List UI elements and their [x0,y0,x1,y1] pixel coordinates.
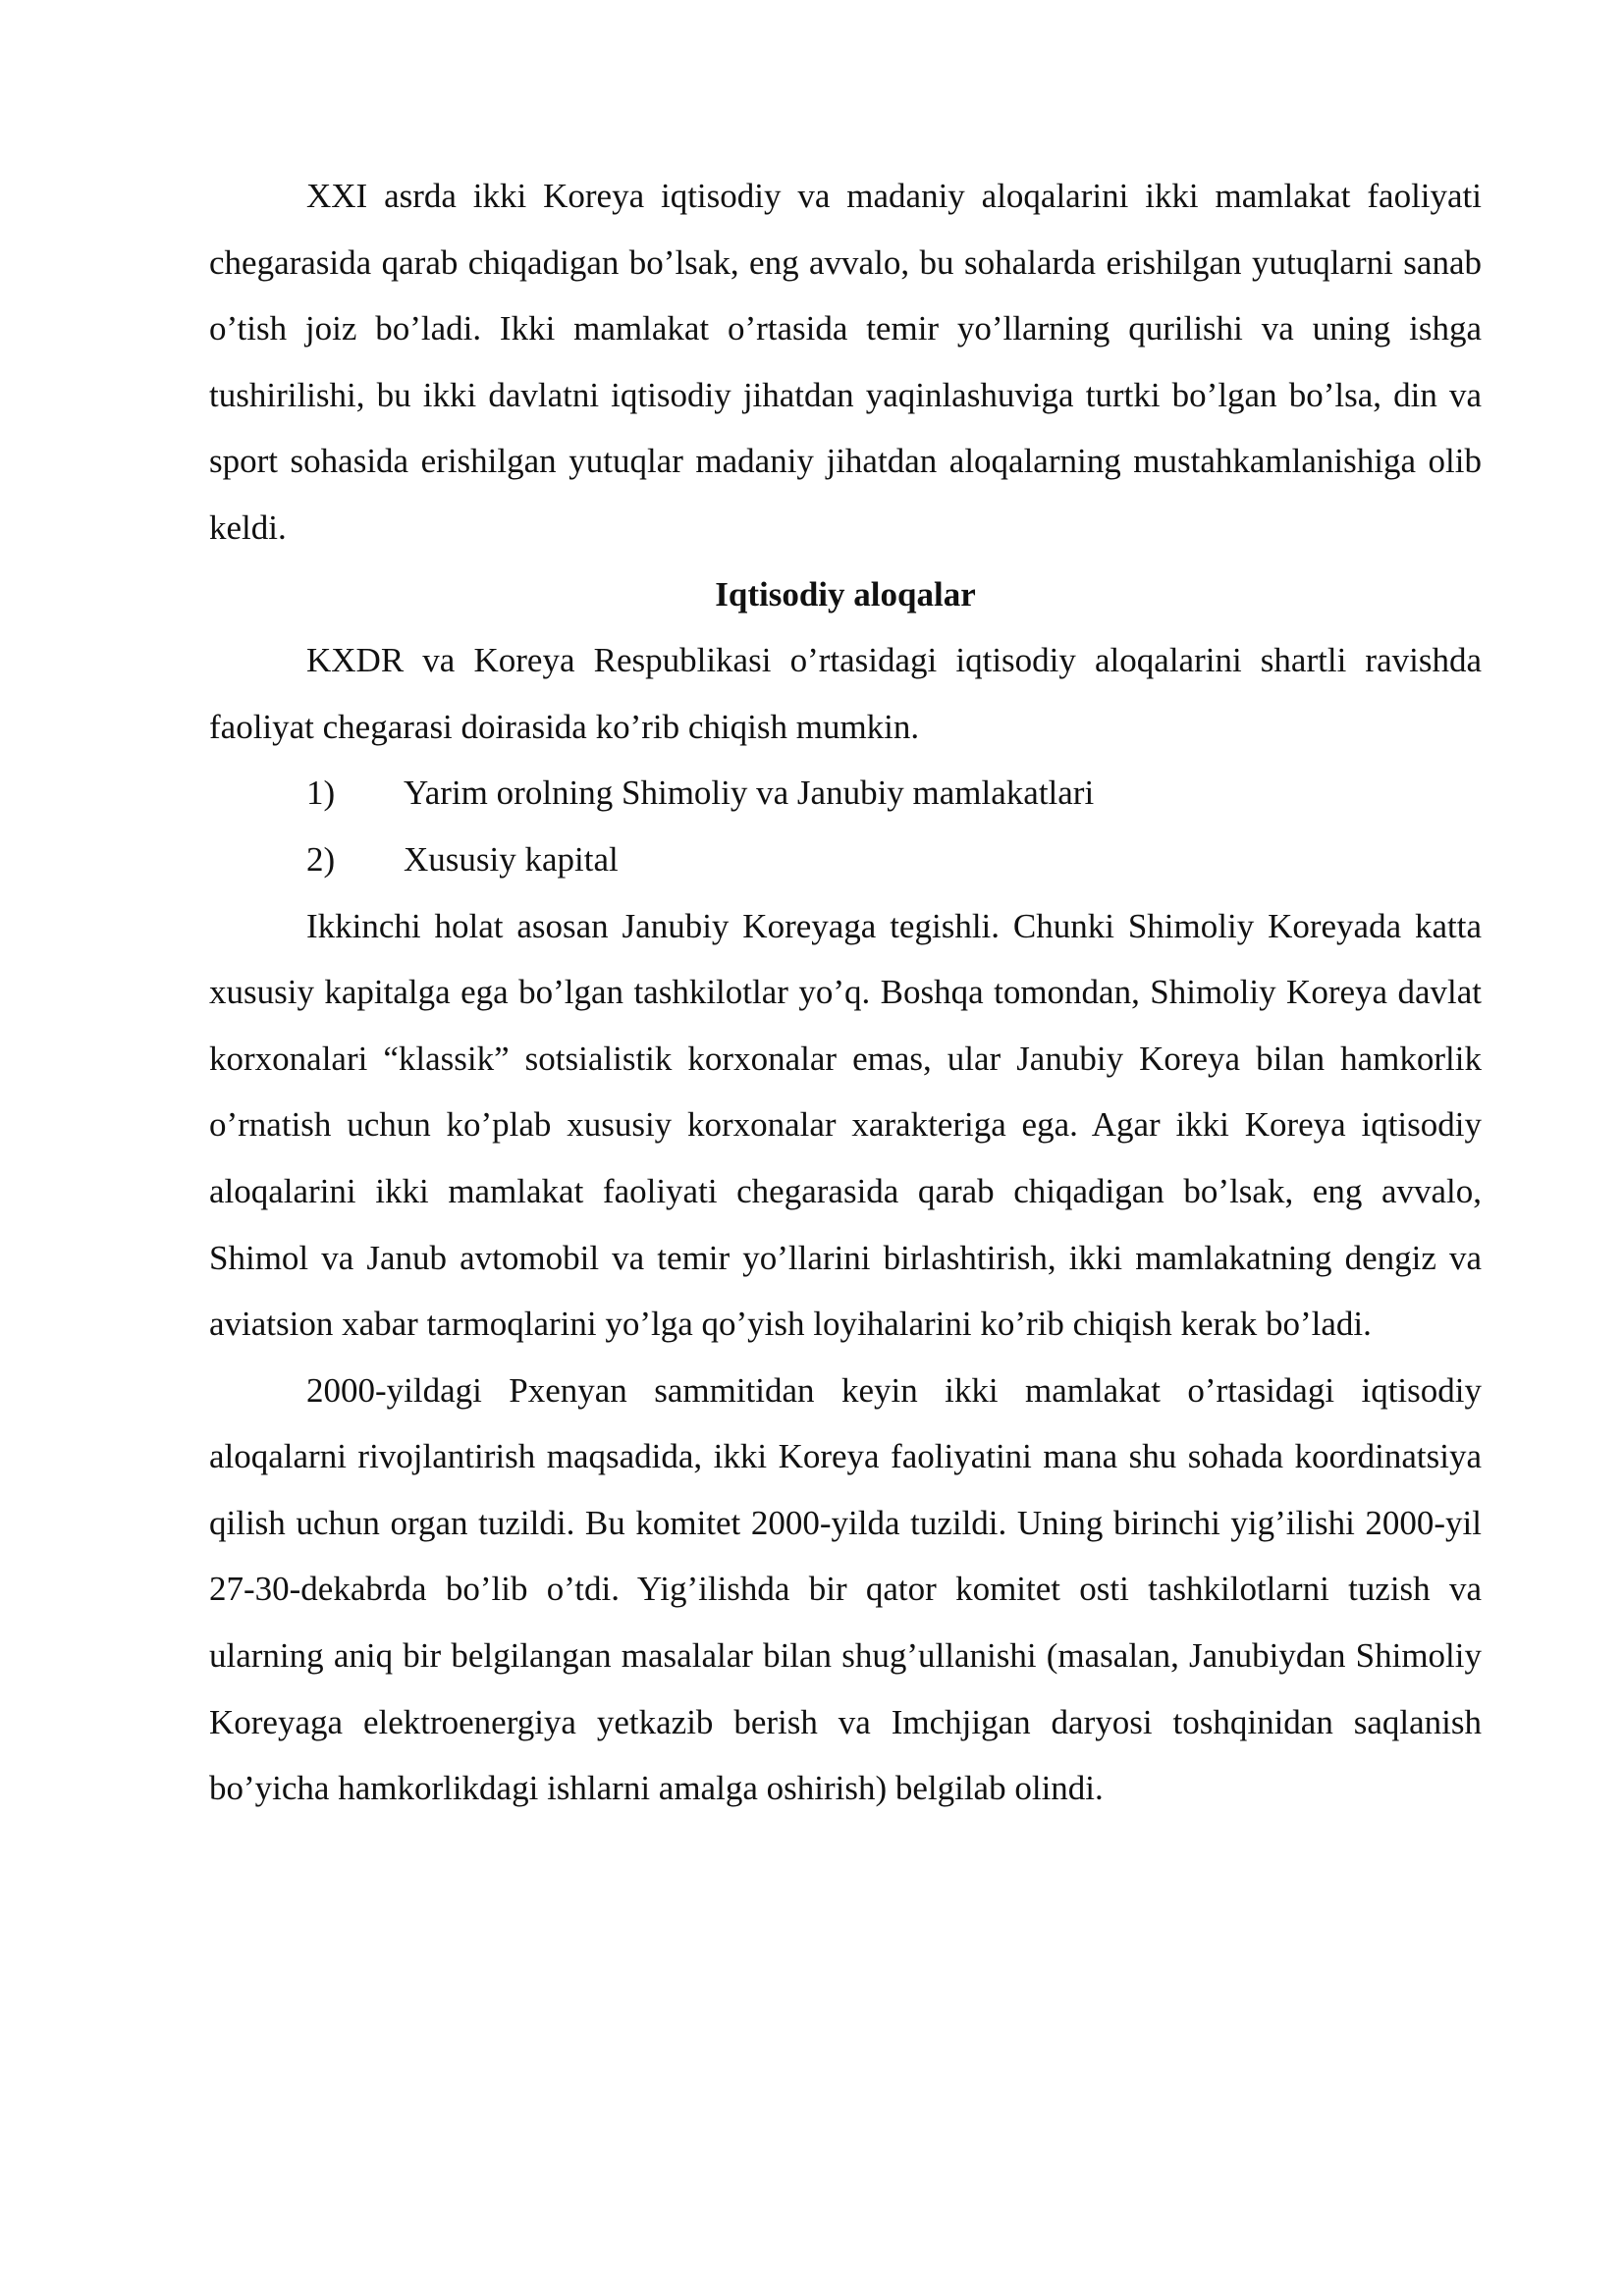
paragraph-intro: XXI asrda ikki Koreya iqtisodiy va madaniy aloqalarini ikki mamlakat faoliyati chegarasida qarab chiqadigan bo’lsak, eng avvalo, bu sohalarda erishilgan yutuqlarni sanab o’tish joiz bo’ladi. Ikki mamlakat o’rtasida temir yo’llarning qurilishi va uning ishga tushirilishi, bu ikki davlatni iqtisodiy jihatdan yaqinlashuviga turtki bo’lgan bo’lsa, din va sport sohasida erishilgan yutuqlar madaniy jihatdan aloqalarning mustahkamlanishiga olib keldi. [209,177,1482,547]
paragraph-economic-relations: KXDR va Koreya Respublikasi o’rtasidagi iqtisodiy aloqalarini shartli ravishda faoliyat chegarasi doirasida ko’rib chiqish mumkin. [209,641,1482,746]
section-heading: Iqtisodiy aloqalar [715,574,976,614]
list-item-1 [209,760,1482,827]
list-text: Xususiy kapital [404,839,619,879]
document-page [209,163,1482,1822]
list-item-2 [209,827,1482,893]
list-number: 1) [306,774,336,813]
paragraph-second-case: Ikkinchi holat asosan Janubiy Koreyaga tegishli. Chunki Shimoliy Koreyada katta xususiy kapitalga ega bo’lgan tashkilotlar yo’q. Boshqa tomondan, Shimoliy Koreya davlat korxonalari “klassik” sotsialistik korxonalar emas, ular Janubiy Koreya bilan hamkorlik o’rnatish uchun ko’plab xususiy korxonalar xarakteriga ega. Agar ikki Koreya iqtisodiy aloqalarini ikki mamlakat faoliyati chegarasida qarab chiqadigan bo’lsak, eng avvalo, Shimol va Janub avtomobil va temir yo’llarini birlashtirish, ikki mamlakatning dengiz va aviatsion xabar tarmoqlarini yo’lga qo’yish loyihalarini ko’rib chiqish kerak bo’ladi. [209,906,1482,1344]
list-number: 2) [306,839,336,879]
list-text: Yarim orolning Shimoliy va Janubiy mamlakatlari [404,774,1095,813]
paragraph-summit: 2000-yildagi Pxenyan sammitidan keyin ikki mamlakat o’rtasidagi iqtisodiy aloqalarni rivojlantirish maqsadida, ikki Koreya faoliyatini mana shu sohada koordinatsiya qilish uchun organ tuzildi. Bu komitet 2000-yilda tuzildi. Uning birinchi yig’ilishi 2000-yil 27-30-dekabrda bo’lib o’tdi. Yig’ilishda bir qator komitet osti tashkilotlarni tuzish va ularning aniq bir belgilangan masalalar bilan shug’ullanishi (masalan, Janubiydan Shimoliy Koreyaga elektroenergiya yetkazib berish va Imchjigan daryosi toshqinidan saqlanish bo’yicha hamkorlikdagi ishlarni amalga oshirish) belgilab olindi. [209,1370,1482,1808]
